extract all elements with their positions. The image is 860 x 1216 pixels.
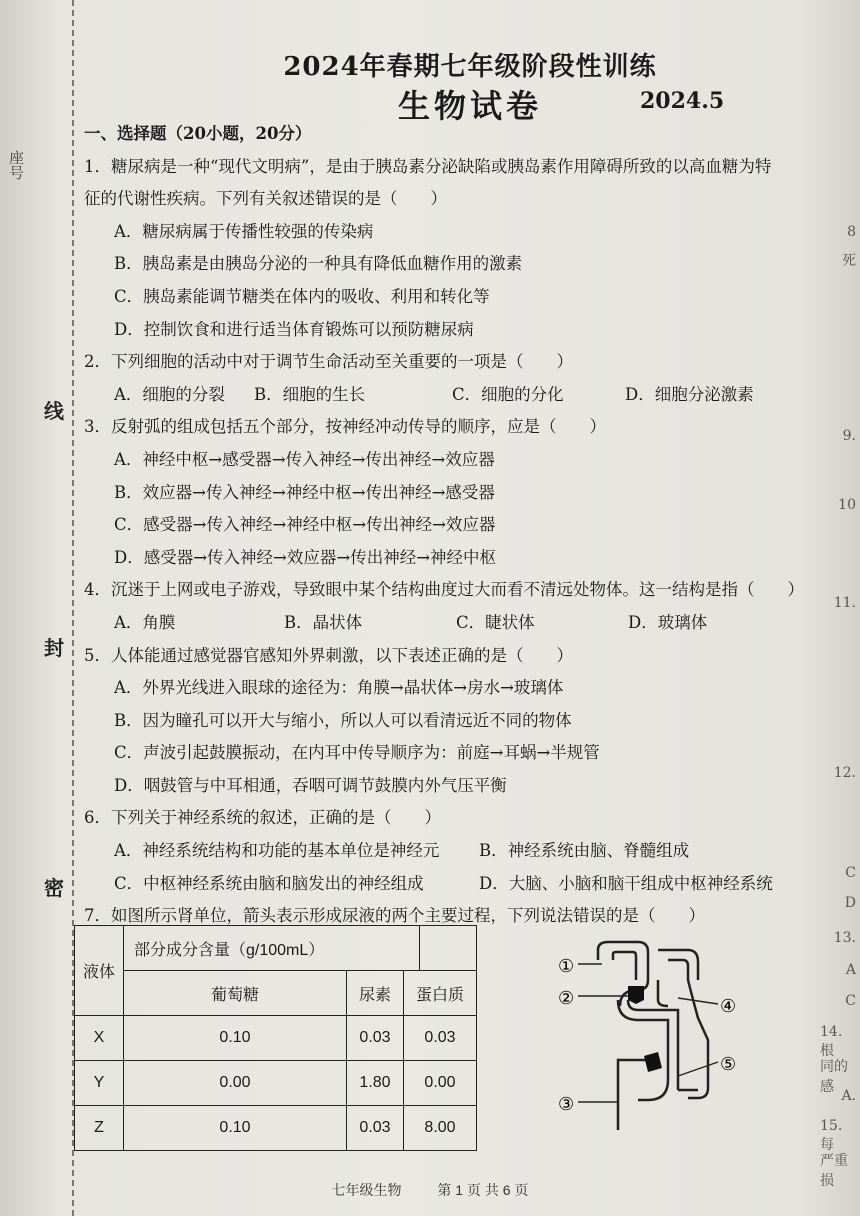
capillary-shape [644,1052,662,1072]
question-6-option-a: A．神经系统结构和功能的基本单位是神经元 [114,841,440,861]
table-header-group: 部分成分含量（g/100mL） [124,926,420,971]
question-2-option-c: C．细胞的分化 [452,384,564,404]
binding-char-seal: 封 [44,636,64,660]
table-row: Z 0.10 0.03 8.00 [75,1106,477,1151]
footer-subject: 七年级生物 [331,1182,402,1198]
question-5-option-b: B．因为瞳孔可以开大与缩小，所以人可以看清远近不同的物体 [114,710,572,730]
glomerulus-shape [628,986,644,1004]
diagram-label-4: ④ [720,996,737,1017]
diagram-label-2: ② [558,988,575,1009]
page-footer [0,1180,860,1200]
question-7-stem: 7．如图所示肾单位，箭头表示形成尿液的两个主要过程，下列说法错误的是（ ） [84,906,705,926]
binding-seat-label: 座号 [7,150,25,180]
question-1-option-d: D．控制饮食和进行适当体育锻炼可以预防糖尿病 [114,319,474,339]
question-3-stem: 3．反射弧的组成包括五个部分，按神经冲动传导的顺序，应是（ ） [84,417,606,437]
question-5-option-a: A．外界光线进入眼球的途径为：角膜→晶状体→房水→玻璃体 [114,678,564,698]
table-header-urea: 尿素 [347,971,404,1016]
exam-title: 2024年春期七年级阶段性训练 [283,52,657,82]
table-header-protein: 蛋白质 [404,971,477,1016]
question-2-option-d: D．细胞分泌激素 [625,384,754,404]
question-1-stem-line1: 1．糖尿病是一种“现代文明病”，是由于胰岛素分泌缺陷或胰岛素作用障碍所致的以高血糖为特 [84,156,772,176]
right-bleed-column: 8 死 9. 10 11. 12. C D 13. A C 14. 根 同的感 A. 15. 每 严重损 [820,224,856,1189]
binding-char-secret: 密 [44,876,64,900]
composition-table [74,925,477,1151]
question-2-option-a: A．细胞的分裂 [114,384,225,404]
question-4-option-b: B．晶状体 [284,612,363,632]
question-4-option-c: C．睫状体 [456,612,535,632]
question-4-option-a: A．角膜 [114,612,176,632]
question-2-stem: 2．下列细胞的活动中对于调节生命活动至关重要的一项是（ ） [84,352,573,372]
table-row: X 0.10 0.03 0.03 [75,1016,477,1061]
question-3-option-c: C．感受器→传入神经→神经中枢→传出神经→效应器 [114,515,496,535]
diagram-label-5: ⑤ [720,1054,737,1075]
binding-char-line: 线 [44,399,64,423]
question-6-option-d: D．大脑、小脑和脑干组成中枢神经系统 [479,873,773,893]
question-4-option-d: D．玻璃体 [628,612,708,632]
question-2-options [84,379,824,412]
question-3-option-a: A．神经中枢→感受器→传入神经→传出神经→效应器 [114,449,495,469]
binding-margin [0,0,74,1216]
table-row: Y 0.00 1.80 0.00 [75,1061,477,1106]
question-6-option-b: B．神经系统由脑、脊髓组成 [479,841,690,861]
question-3-option-b: B．效应器→传入神经→神经中枢→传出神经→感受器 [114,482,495,502]
question-1-option-b: B．胰岛素是由胰岛分泌的一种具有降低血糖作用的激素 [114,254,523,274]
exam-date: 2024.5 [640,88,725,114]
nephron-diagram [558,940,758,1140]
question-6-option-c: C．中枢神经系统由脑和脑发出的神经组成 [114,873,424,893]
footer-page-number: 第 1 页 共 6 页 [437,1182,529,1198]
question-5-option-c: C．声波引起鼓膜振动，在内耳中传导顺序为：前庭→耳蜗→半规管 [114,743,600,763]
exam-subject-title: 生物试卷 [397,87,542,125]
exam-header [230,46,710,127]
question-5-option-d: D．咽鼓管与中耳相通，吞咽可调节鼓膜内外气压平衡 [114,775,507,795]
question-3-option-d: D．感受器→传入神经→效应器→传出神经→神经中枢 [114,547,497,567]
table-header-glucose: 葡萄糖 [124,971,347,1016]
question-6-options-row2 [84,868,824,901]
table-header-liquid: 液体 [75,926,124,1016]
question-content [84,118,824,933]
question-1-stem-line2: 征的代谢性疾病。下列有关叙述错误的是（ ） [84,189,447,209]
question-1-option-c: C．胰岛素能调节糖类在体内的吸收、利用和转化等 [114,286,490,306]
diagram-label-3: ③ [558,1094,575,1115]
question-5-stem: 5．人体能通过感觉器官感知外界刺激，以下表述正确的是（ ） [84,645,573,665]
question-1-option-a: A．糖尿病属于传播性较强的传染病 [114,221,374,241]
question-6-options-row1 [84,835,824,868]
question-6-stem: 6．下列关于神经系统的叙述，正确的是（ ） [84,808,441,828]
diagram-label-1: ① [558,956,575,977]
section-heading: 一、选择题（20小题，20分） [84,124,312,143]
question-2-option-b: B．细胞的生长 [254,384,366,404]
question-4-stem: 4．沉迷于上网或电子游戏，导致眼中某个结构曲度过大而看不清远处物体。这一结构是指（ ） [84,580,804,600]
question-4-options [84,607,824,640]
